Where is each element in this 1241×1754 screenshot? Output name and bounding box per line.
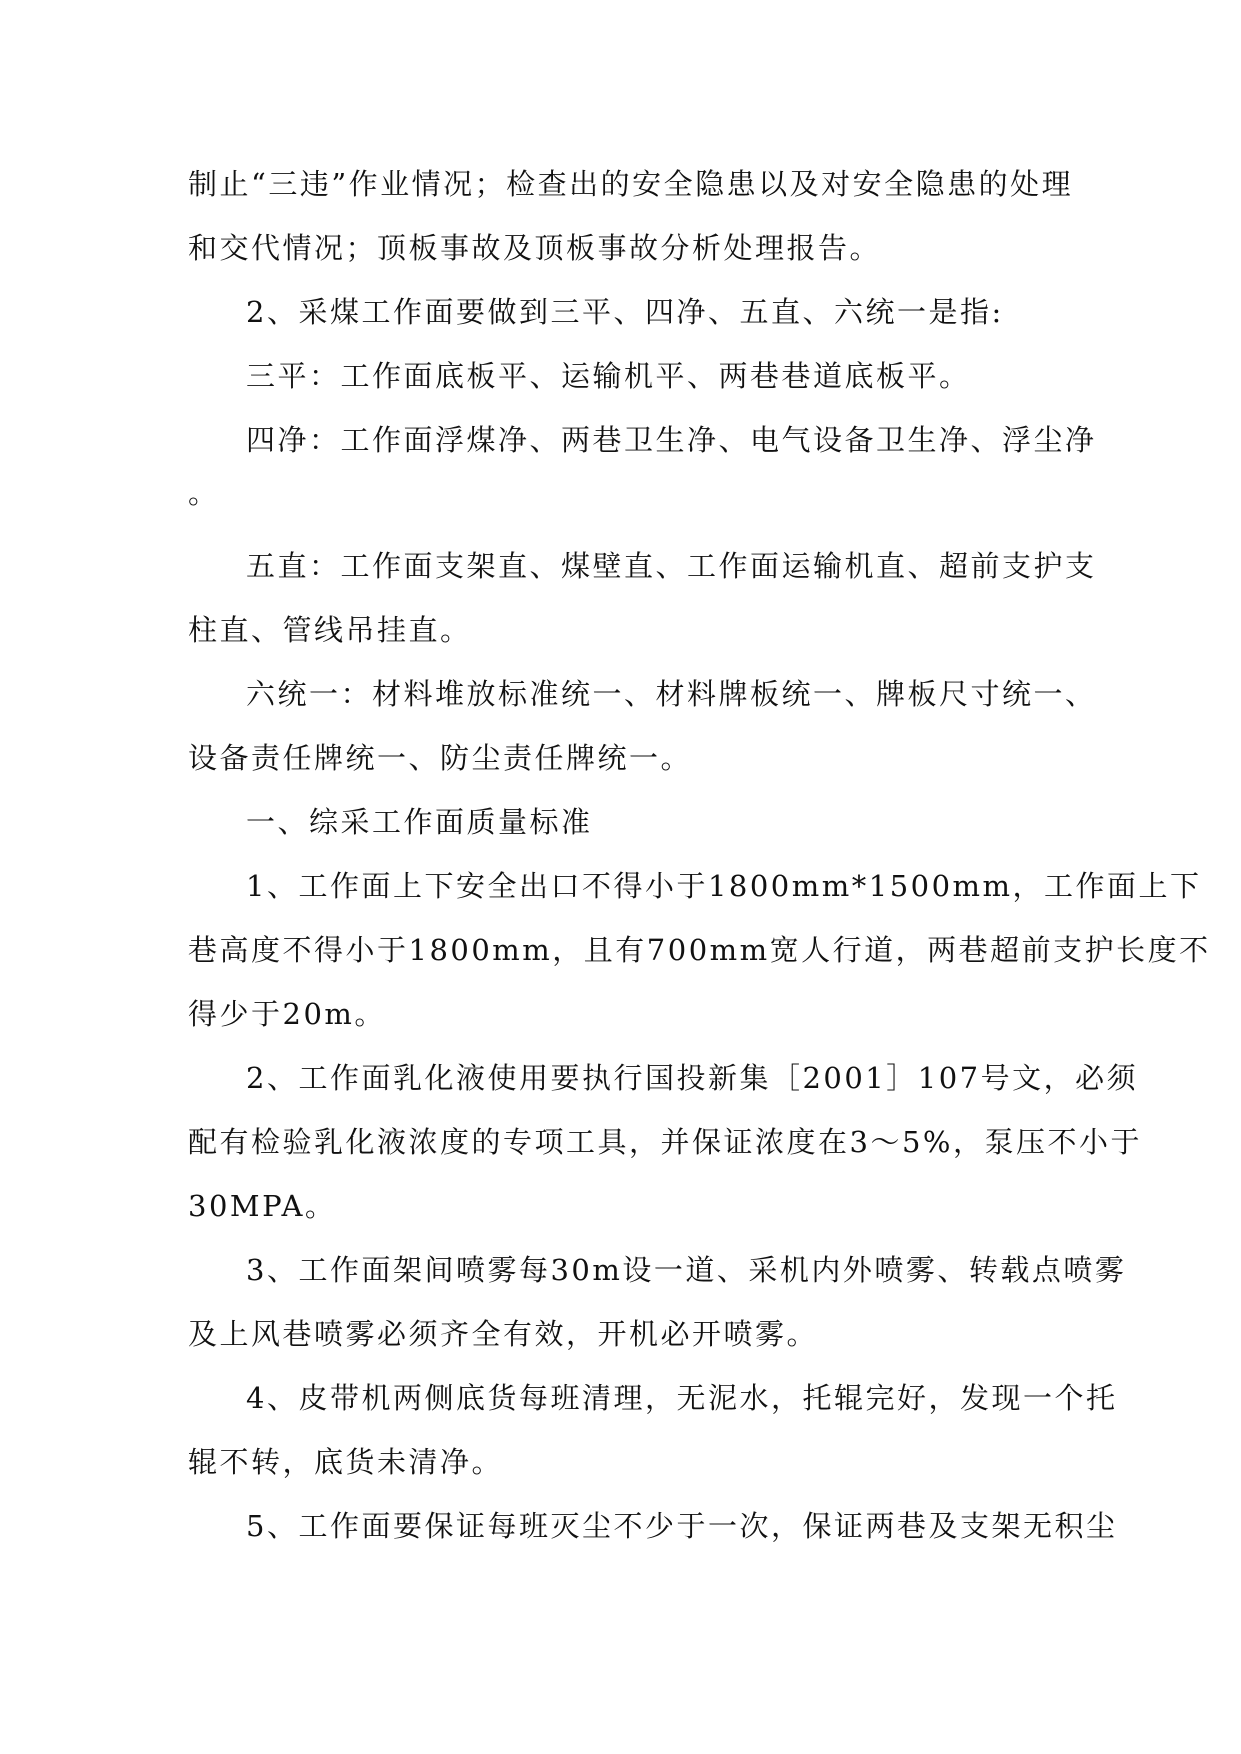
text-line-12: 1、工作面上下安全出口不得小于1800mm*1500mm，工作面上下 [246, 869, 1202, 903]
text-line-5: 四净：工作面浮煤净、两巷卫生净、电气设备卫生净、浮尘净 [246, 423, 1097, 457]
text-line-15: 2、工作面乳化液使用要执行国投新集［2001］107号文，必须 [246, 1061, 1139, 1095]
text-line-14: 得少于20m。 [188, 997, 386, 1031]
text-line-18: 3、工作面架间喷雾每30m设一道、采机内外喷雾、转载点喷雾 [246, 1253, 1127, 1287]
section-heading: 一、综采工作面质量标准 [246, 805, 593, 839]
text-line-4: 三平：工作面底板平、运输机平、两巷巷道底板平。 [246, 359, 971, 393]
text-line-17: 30MPA。 [188, 1189, 337, 1223]
text-line-1: 制止“三违”作业情况；检查出的安全隐患以及对安全隐患的处理 [188, 167, 1074, 201]
text-line-7: 五直：工作面支架直、煤壁直、工作面运输机直、超前支护支 [246, 549, 1097, 583]
text-line-6: 。 [188, 476, 220, 510]
text-line-16: 配有检验乳化液浓度的专项工具，并保证浓度在3～5%，泵压不小于 [188, 1125, 1142, 1159]
text-line-22: 5、工作面要保证每班灭尘不少于一次，保证两巷及支架无积尘 [246, 1509, 1118, 1543]
text-line-8: 柱直、管线吊挂直。 [188, 613, 472, 647]
text-line-2: 和交代情况；顶板事故及顶板事故分析处理报告。 [188, 231, 882, 265]
text-line-9: 六统一：材料堆放标准统一、材料牌板统一、牌板尺寸统一、 [246, 677, 1097, 711]
text-line-3: 2、采煤工作面要做到三平、四净、五直、六统一是指: [246, 295, 1004, 329]
text-line-21: 辊不转，底货未清净。 [188, 1445, 504, 1479]
text-line-19: 及上风巷喷雾必须齐全有效，开机必开喷雾。 [188, 1317, 819, 1351]
text-line-13: 巷高度不得小于1800mm，且有700mm宽人行道，两巷超前支护长度不 [188, 933, 1211, 967]
text-line-20: 4、皮带机两侧底货每班清理，无泥水，托辊完好，发现一个托 [246, 1381, 1118, 1415]
text-line-10: 设备责任牌统一、防尘责任牌统一。 [188, 741, 693, 775]
